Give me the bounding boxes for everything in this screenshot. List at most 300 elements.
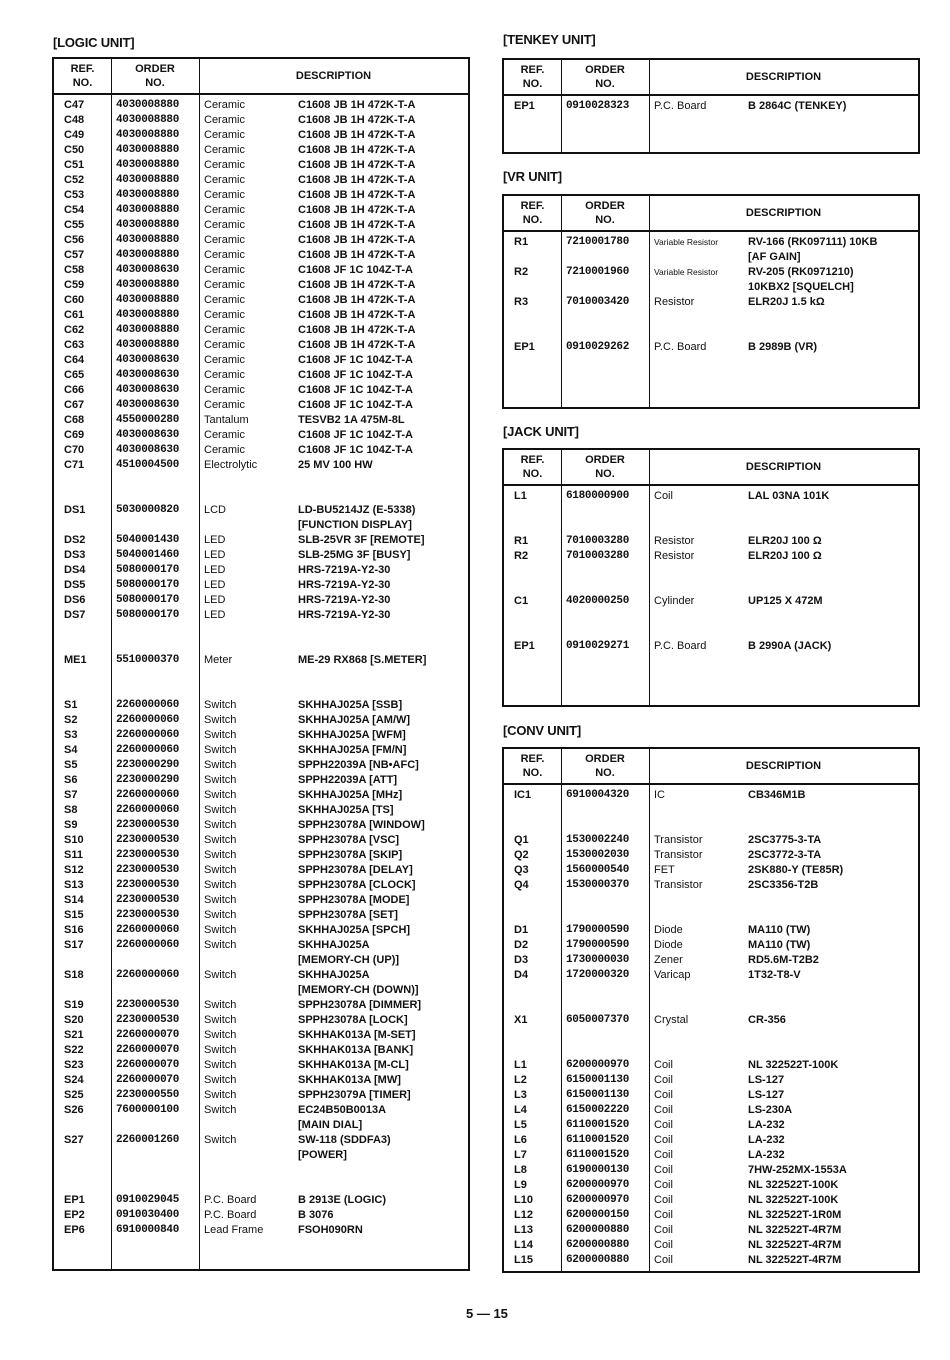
table-row — [54, 878, 468, 893]
part-spec-cell: 10KBX2 [SQUELCH] — [748, 281, 854, 293]
ref-no-cell: S17 — [64, 939, 84, 951]
ref-no-cell: C63 — [64, 339, 85, 351]
header-ref-no: REF. NO. — [520, 753, 545, 779]
part-spec-cell: C1608 JF 1C 104Z-T-A — [298, 354, 413, 366]
ref-no-cell: L15 — [514, 1254, 533, 1266]
part-type-cell: Meter — [204, 654, 233, 666]
order-no-cell: 2260000060 — [116, 744, 180, 756]
part-type-cell: LED — [204, 594, 226, 606]
ref-no-cell: C51 — [64, 159, 85, 171]
order-no-cell: 6110001520 — [566, 1149, 630, 1161]
order-no-cell: 6110001520 — [566, 1119, 630, 1131]
ref-no-cell: R1 — [514, 535, 529, 547]
part-type-cell: Switch — [204, 789, 237, 801]
part-type-cell: Ceramic — [204, 189, 245, 201]
table-row — [54, 713, 468, 728]
table-row — [54, 338, 468, 353]
part-spec-cell: MA110 (TW) — [748, 924, 811, 936]
ref-no-cell: C68 — [64, 414, 85, 426]
part-type-cell: Switch — [204, 819, 237, 831]
part-type-cell: P.C. Board — [654, 100, 707, 112]
ref-no-cell: L3 — [514, 1089, 527, 1101]
order-no-cell: 2230000530 — [116, 999, 180, 1011]
table-row — [54, 1148, 468, 1163]
ref-no-cell: C58 — [64, 264, 85, 276]
table-row — [54, 143, 468, 158]
order-no-cell: 2260000060 — [116, 939, 180, 951]
part-spec-cell: LS-127 — [748, 1089, 785, 1101]
order-no-cell: 6050007370 — [566, 1014, 630, 1026]
part-spec-cell: LS-230A — [748, 1104, 793, 1116]
order-no-cell: 4030008880 — [116, 219, 180, 231]
table-row — [54, 683, 468, 698]
part-type-cell: Resistor — [654, 535, 695, 547]
part-type-cell: Resistor — [654, 550, 695, 562]
table-row — [54, 998, 468, 1013]
ref-no-cell: IC1 — [514, 789, 532, 801]
tenkey-unit-table — [502, 58, 920, 154]
table-row — [54, 1133, 468, 1148]
table-row — [504, 609, 918, 624]
part-spec-cell: 2SC3772-3-TA — [748, 849, 822, 861]
part-type-cell: Switch — [204, 699, 237, 711]
table-row — [54, 758, 468, 773]
header-order-no: ORDER NO. — [135, 63, 175, 89]
part-spec-cell: SKHHAK013A [M-SET] — [298, 1029, 416, 1041]
part-type-cell: Switch — [204, 759, 237, 771]
order-no-cell: 6110001520 — [566, 1134, 630, 1146]
part-spec-cell: SPPH23078A [VSC] — [298, 834, 400, 846]
part-spec-cell: SKHHAJ025A [SSB] — [298, 699, 403, 711]
ref-no-cell: C60 — [64, 294, 85, 306]
order-no-cell: 4030008880 — [116, 279, 180, 291]
table-row — [504, 848, 918, 863]
table-header — [504, 749, 918, 785]
order-no-cell: 2260001260 — [116, 1134, 180, 1146]
ref-no-cell: EP6 — [64, 1224, 85, 1236]
part-spec-cell: SPPH22039A [ATT] — [298, 774, 398, 786]
table-row — [504, 908, 918, 923]
ref-no-cell: DS7 — [64, 609, 86, 621]
order-no-cell: 5030000820 — [116, 504, 180, 516]
part-type-cell: Ceramic — [204, 144, 245, 156]
order-no-cell: 4030008880 — [116, 159, 180, 171]
table-row — [54, 458, 468, 473]
part-type-cell: LCD — [204, 504, 227, 516]
table-row — [504, 489, 918, 504]
part-spec-cell: C1608 JB 1H 472K-T-A — [298, 234, 416, 246]
table-row — [504, 235, 918, 250]
order-no-cell: 0910029262 — [566, 341, 630, 353]
part-spec-cell: C1608 JB 1H 472K-T-A — [298, 279, 416, 291]
part-spec-cell: SKHHAK013A [BANK] — [298, 1044, 414, 1056]
part-spec-cell: C1608 JB 1H 472K-T-A — [298, 144, 416, 156]
order-no-cell: 6200000970 — [566, 1179, 630, 1191]
table-row — [504, 1118, 918, 1133]
table-row — [504, 803, 918, 818]
table-row — [504, 579, 918, 594]
part-spec-cell: SKHHAK013A [MW] — [298, 1074, 401, 1086]
header-ref-no: REF. NO. — [520, 64, 545, 90]
part-type-cell: Ceramic — [204, 429, 245, 441]
order-no-cell: 4030008880 — [116, 114, 180, 126]
part-spec-cell: SKHHAJ025A — [298, 969, 370, 981]
order-no-cell: 6200000880 — [566, 1224, 630, 1236]
table-row — [504, 1163, 918, 1178]
part-spec-cell: SKHHAJ025A [TS] — [298, 804, 394, 816]
header-description: DESCRIPTION — [745, 760, 822, 772]
table-row — [504, 1253, 918, 1268]
part-spec-cell: C1608 JF 1C 104Z-T-A — [298, 264, 413, 276]
part-spec-cell: FSOH090RN — [298, 1224, 363, 1236]
part-type-cell: Lead Frame — [204, 1224, 264, 1236]
table-row — [504, 325, 918, 340]
conv-unit-table — [502, 747, 920, 1273]
table-row — [54, 593, 468, 608]
part-type-cell: Diode — [654, 939, 683, 951]
part-type-cell: Switch — [204, 999, 237, 1011]
header-ref-no: REF. NO. — [520, 454, 545, 480]
order-no-cell: 2230000530 — [116, 849, 180, 861]
header-ref-no: REF. NO. — [520, 200, 545, 226]
order-no-cell: 0910029271 — [566, 640, 630, 652]
ref-no-cell: S16 — [64, 924, 84, 936]
table-row — [54, 398, 468, 413]
ref-no-cell: S12 — [64, 864, 84, 876]
ref-no-cell: S27 — [64, 1134, 84, 1146]
part-spec-cell: HRS-7219A-Y2-30 — [298, 609, 391, 621]
part-spec-cell: NL 322522T-100K — [748, 1059, 839, 1071]
table-row — [54, 308, 468, 323]
order-no-cell: 2230000530 — [116, 819, 180, 831]
part-spec-cell: NL 322522T-100K — [748, 1179, 839, 1191]
order-no-cell: 7010003280 — [566, 535, 630, 547]
part-type-cell: Switch — [204, 834, 237, 846]
ref-no-cell: C71 — [64, 459, 85, 471]
ref-no-cell: C70 — [64, 444, 85, 456]
table-row — [504, 310, 918, 325]
part-type-cell: P.C. Board — [654, 341, 707, 353]
part-type-cell: Switch — [204, 864, 237, 876]
order-no-cell: 6200000150 — [566, 1209, 630, 1221]
order-no-cell: 2260000070 — [116, 1044, 180, 1056]
ref-no-cell: L8 — [514, 1164, 527, 1176]
part-type-cell: Ceramic — [204, 249, 245, 261]
table-row — [54, 113, 468, 128]
header-order-no: ORDER NO. — [585, 753, 625, 779]
table-row — [54, 248, 468, 263]
table-row — [504, 519, 918, 534]
order-no-cell: 2260000070 — [116, 1029, 180, 1041]
order-no-cell: 6150001130 — [566, 1074, 630, 1086]
table-row — [504, 1133, 918, 1148]
part-type-cell: Switch — [204, 969, 237, 981]
tenkey-unit-title: [TENKEY UNIT] — [503, 32, 596, 47]
part-type-cell: Ceramic — [204, 174, 245, 186]
part-type-cell: Switch — [204, 714, 237, 726]
table-row — [504, 1088, 918, 1103]
part-spec-cell: B 2864C (TENKEY) — [748, 100, 847, 112]
ref-no-cell: C50 — [64, 144, 85, 156]
order-no-cell: 6190000130 — [566, 1164, 630, 1176]
part-type-cell: IC — [654, 789, 665, 801]
table-row — [54, 473, 468, 488]
part-type-cell: Coil — [654, 1089, 673, 1101]
ref-no-cell: X1 — [514, 1014, 528, 1026]
part-spec-cell: 2SC3775-3-TA — [748, 834, 822, 846]
table-header — [504, 450, 918, 486]
vr-unit-table — [502, 194, 920, 409]
part-type-cell: Resistor — [654, 296, 695, 308]
part-spec-cell: ELR20J 100 Ω — [748, 550, 822, 562]
part-type-cell: Coil — [654, 1104, 673, 1116]
part-spec-cell: RV-205 (RK0971210) — [748, 266, 854, 278]
table-row — [504, 549, 918, 564]
part-type-cell: Ceramic — [204, 114, 245, 126]
ref-no-cell: EP2 — [64, 1209, 85, 1221]
ref-no-cell: S14 — [64, 894, 84, 906]
ref-no-cell: EP1 — [514, 100, 535, 112]
order-no-cell: 6200000880 — [566, 1239, 630, 1251]
table-row — [54, 1223, 468, 1238]
ref-no-cell: C54 — [64, 204, 85, 216]
table-row — [54, 653, 468, 668]
part-type-cell: Switch — [204, 909, 237, 921]
table-row — [54, 428, 468, 443]
part-type-cell: Ceramic — [204, 399, 245, 411]
part-type-cell: Coil — [654, 1059, 673, 1071]
part-spec-cell: LA-232 — [748, 1149, 785, 1161]
logic-unit-title: [LOGIC UNIT] — [53, 35, 135, 50]
table-row — [54, 98, 468, 113]
order-no-cell: 1560000540 — [566, 864, 630, 876]
order-no-cell: 7010003280 — [566, 550, 630, 562]
order-no-cell: 4030008880 — [116, 309, 180, 321]
part-spec-cell: C1608 JF 1C 104Z-T-A — [298, 384, 413, 396]
part-spec-cell: LS-127 — [748, 1074, 785, 1086]
part-type-cell: Ceramic — [204, 219, 245, 231]
part-spec-cell: B 3076 — [298, 1209, 334, 1221]
table-row — [504, 1073, 918, 1088]
part-spec-cell: NL 322522T-4R7M — [748, 1224, 842, 1236]
order-no-cell: 4030008630 — [116, 429, 180, 441]
table-row — [504, 265, 918, 280]
ref-no-cell: S19 — [64, 999, 84, 1011]
order-no-cell: 5080000170 — [116, 564, 180, 576]
ref-no-cell: L14 — [514, 1239, 533, 1251]
ref-no-cell: C55 — [64, 219, 85, 231]
order-no-cell: 2260000060 — [116, 699, 180, 711]
ref-no-cell: L5 — [514, 1119, 527, 1131]
part-spec-cell: [MEMORY-CH (UP)] — [298, 954, 400, 966]
table-row — [54, 1178, 468, 1193]
part-spec-cell: SKHHAK013A [M-CL] — [298, 1059, 409, 1071]
table-row — [54, 518, 468, 533]
table-row — [504, 1028, 918, 1043]
part-type-cell: Ceramic — [204, 129, 245, 141]
ref-no-cell: S23 — [64, 1059, 84, 1071]
part-type-cell: Ceramic — [204, 159, 245, 171]
table-row — [504, 1193, 918, 1208]
part-spec-cell: B 2989B (VR) — [748, 341, 818, 353]
part-type-cell: Ceramic — [204, 99, 245, 111]
part-spec-cell: SPPH23078A [WINDOW] — [298, 819, 425, 831]
part-spec-cell: 2SC3356-T2B — [748, 879, 819, 891]
ref-no-cell: S3 — [64, 729, 78, 741]
ref-no-cell: C62 — [64, 324, 85, 336]
part-spec-cell: SPPH22039A [NB•AFC] — [298, 759, 419, 771]
part-type-cell: Transistor — [654, 879, 703, 891]
part-spec-cell: CR-356 — [748, 1014, 786, 1026]
ref-no-cell: L6 — [514, 1134, 527, 1146]
ref-no-cell: DS5 — [64, 579, 86, 591]
part-type-cell: Ceramic — [204, 264, 245, 276]
order-no-cell: 4030008880 — [116, 144, 180, 156]
table-row — [504, 983, 918, 998]
part-spec-cell: C1608 JB 1H 472K-T-A — [298, 129, 416, 141]
part-spec-cell: LAL 03NA 101K — [748, 490, 830, 502]
part-spec-cell: C1608 JF 1C 104Z-T-A — [298, 444, 413, 456]
ref-no-cell: L12 — [514, 1209, 533, 1221]
order-no-cell: 1530000370 — [566, 879, 630, 891]
order-no-cell: 1730000030 — [566, 954, 630, 966]
part-type-cell: Transistor — [654, 849, 703, 861]
table-row — [54, 488, 468, 503]
part-spec-cell: UP125 X 472M — [748, 595, 823, 607]
table-row — [54, 773, 468, 788]
part-type-cell: Ceramic — [204, 384, 245, 396]
ref-no-cell: C59 — [64, 279, 85, 291]
part-spec-cell: [MEMORY-CH (DOWN)] — [298, 984, 419, 996]
part-type-cell: Cylinder — [654, 595, 695, 607]
table-row — [504, 1208, 918, 1223]
part-type-cell: Ceramic — [204, 369, 245, 381]
order-no-cell: 4030008630 — [116, 384, 180, 396]
ref-no-cell: S20 — [64, 1014, 84, 1026]
order-no-cell: 4550000280 — [116, 414, 180, 426]
table-row — [54, 353, 468, 368]
table-row — [54, 188, 468, 203]
table-row — [54, 1208, 468, 1223]
part-spec-cell: SKHHAJ025A [AM/W] — [298, 714, 411, 726]
order-no-cell: 4030008880 — [116, 204, 180, 216]
table-row — [504, 1058, 918, 1073]
ref-no-cell: D3 — [514, 954, 529, 966]
table-row — [54, 1193, 468, 1208]
order-no-cell: 2260000060 — [116, 714, 180, 726]
ref-no-cell: S25 — [64, 1089, 84, 1101]
part-type-cell: Coil — [654, 1074, 673, 1086]
ref-no-cell: D2 — [514, 939, 529, 951]
order-no-cell: 2230000530 — [116, 834, 180, 846]
order-no-cell: 6200000970 — [566, 1059, 630, 1071]
order-no-cell: 4030008880 — [116, 324, 180, 336]
order-no-cell: 7210001960 — [566, 266, 630, 278]
part-type-cell: Switch — [204, 1074, 237, 1086]
ref-no-cell: C57 — [64, 249, 85, 261]
part-type-cell: LED — [204, 609, 226, 621]
part-spec-cell: LD-BU5214JZ (E-5338) — [298, 504, 416, 516]
order-no-cell: 6910000840 — [116, 1224, 180, 1236]
order-no-cell: 2230000530 — [116, 894, 180, 906]
table-row — [54, 848, 468, 863]
part-type-cell: Switch — [204, 924, 237, 936]
table-row — [504, 1223, 918, 1238]
ref-no-cell: S9 — [64, 819, 78, 831]
part-type-cell: LED — [204, 534, 226, 546]
table-row — [54, 203, 468, 218]
ref-no-cell: D4 — [514, 969, 529, 981]
order-no-cell: 2260000060 — [116, 804, 180, 816]
ref-no-cell: S6 — [64, 774, 78, 786]
ref-no-cell: EP1 — [64, 1194, 85, 1206]
table-row — [54, 158, 468, 173]
table-row — [54, 1058, 468, 1073]
part-type-cell: Switch — [204, 804, 237, 816]
table-row — [54, 1043, 468, 1058]
ref-no-cell: S18 — [64, 969, 84, 981]
part-type-cell: Switch — [204, 1089, 237, 1101]
part-type-cell: P.C. Board — [654, 640, 707, 652]
logic-unit-table — [52, 57, 470, 1271]
order-no-cell: 6910004320 — [566, 789, 630, 801]
order-no-cell: 4030008880 — [116, 174, 180, 186]
order-no-cell: 4030008630 — [116, 354, 180, 366]
part-type-cell: Ceramic — [204, 354, 245, 366]
table-row — [54, 788, 468, 803]
part-spec-cell: HRS-7219A-Y2-30 — [298, 594, 391, 606]
table-row — [504, 564, 918, 579]
table-row — [504, 788, 918, 803]
part-type-cell: Electrolytic — [204, 459, 258, 471]
part-type-cell: Ceramic — [204, 444, 245, 456]
table-row — [504, 1043, 918, 1058]
table-row — [504, 923, 918, 938]
order-no-cell: 1790000590 — [566, 924, 630, 936]
part-type-cell: Variable Resistor — [654, 267, 719, 277]
table-row — [504, 624, 918, 639]
ref-no-cell: S15 — [64, 909, 84, 921]
part-type-cell: Variable Resistor — [654, 237, 719, 247]
ref-no-cell: C52 — [64, 174, 85, 186]
part-type-cell: Switch — [204, 894, 237, 906]
table-row — [504, 893, 918, 908]
table-row — [504, 99, 918, 114]
order-no-cell: 5080000170 — [116, 609, 180, 621]
part-type-cell: LED — [204, 564, 226, 576]
order-no-cell: 4030008630 — [116, 444, 180, 456]
table-row — [54, 983, 468, 998]
table-header — [504, 196, 918, 232]
order-no-cell: 5040001430 — [116, 534, 180, 546]
table-row — [504, 818, 918, 833]
part-spec-cell: 2SK880-Y (TE85R) — [748, 864, 844, 876]
part-type-cell: Switch — [204, 1134, 237, 1146]
part-type-cell: Switch — [204, 744, 237, 756]
ref-no-cell: DS1 — [64, 504, 86, 516]
part-type-cell: Coil — [654, 1254, 673, 1266]
part-type-cell: Coil — [654, 1209, 673, 1221]
table-row — [54, 923, 468, 938]
part-type-cell: Diode — [654, 924, 683, 936]
ref-no-cell: DS6 — [64, 594, 86, 606]
header-ref-no: REF. NO. — [70, 63, 95, 89]
table-row — [504, 1013, 918, 1028]
part-spec-cell: SPPH23078A [DELAY] — [298, 864, 413, 876]
part-type-cell: Zener — [654, 954, 683, 966]
table-row — [54, 938, 468, 953]
part-spec-cell: LA-232 — [748, 1134, 785, 1146]
